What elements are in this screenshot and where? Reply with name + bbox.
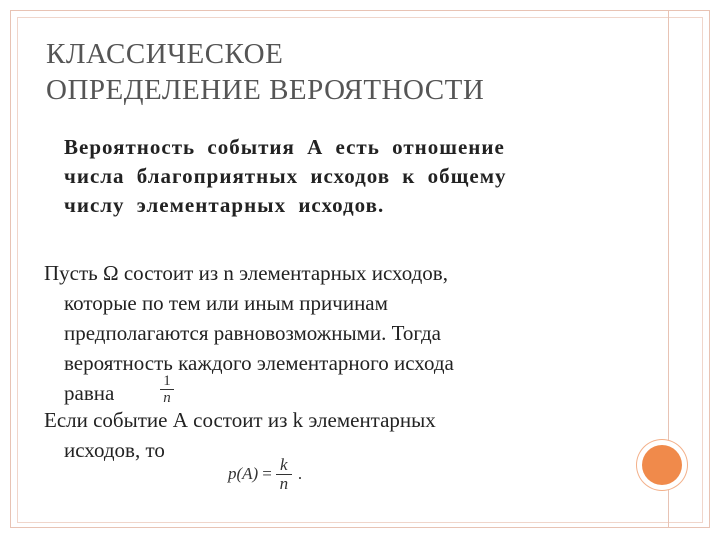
paragraph1-line-3: предполагаются равновозможными. Тогда (64, 321, 441, 345)
formula-numerator: k (276, 456, 292, 475)
paragraph1-line-2: которые по тем или иным причинам (64, 291, 388, 315)
formula-fraction (276, 456, 292, 493)
formula-period: . (297, 464, 303, 483)
fraction-numerator: 1 (160, 373, 174, 390)
paragraph1-line-1: Пусть Ω состоит из n элементарных исходов, (44, 261, 448, 285)
decorative-circle (642, 445, 682, 485)
fraction-denominator: n (163, 390, 171, 406)
slide-title (46, 36, 646, 108)
definition-line-1: Вероятность события А есть отношение (64, 135, 505, 159)
formula-denominator: n (279, 473, 289, 493)
paragraph-equiprobable (44, 258, 644, 408)
fraction-one-over-n (160, 373, 174, 406)
definition-line-3: числу элементарных исходов. (64, 193, 385, 217)
paragraph2-line-1: Если событие А состоит из k элементарных (44, 408, 436, 432)
paragraph-event (44, 405, 644, 465)
title-line-2: ОПРЕДЕЛЕНИЕ ВЕРОЯТНОСТИ (46, 74, 485, 106)
paragraph1-line-5: равна (64, 381, 115, 405)
paragraph1-line-4: вероятность каждого элементарного исхода (64, 351, 454, 375)
formula-lhs: p(A) (228, 464, 259, 483)
probability-formula (228, 452, 302, 496)
paragraph2-line-2: исходов, то (64, 438, 165, 462)
definition-line-2: числа благоприятных исходов к общему (64, 164, 507, 188)
title-line-1: КЛАССИЧЕСКОЕ (46, 38, 284, 70)
formula-equals: = (262, 464, 272, 483)
definition-text (64, 133, 624, 220)
